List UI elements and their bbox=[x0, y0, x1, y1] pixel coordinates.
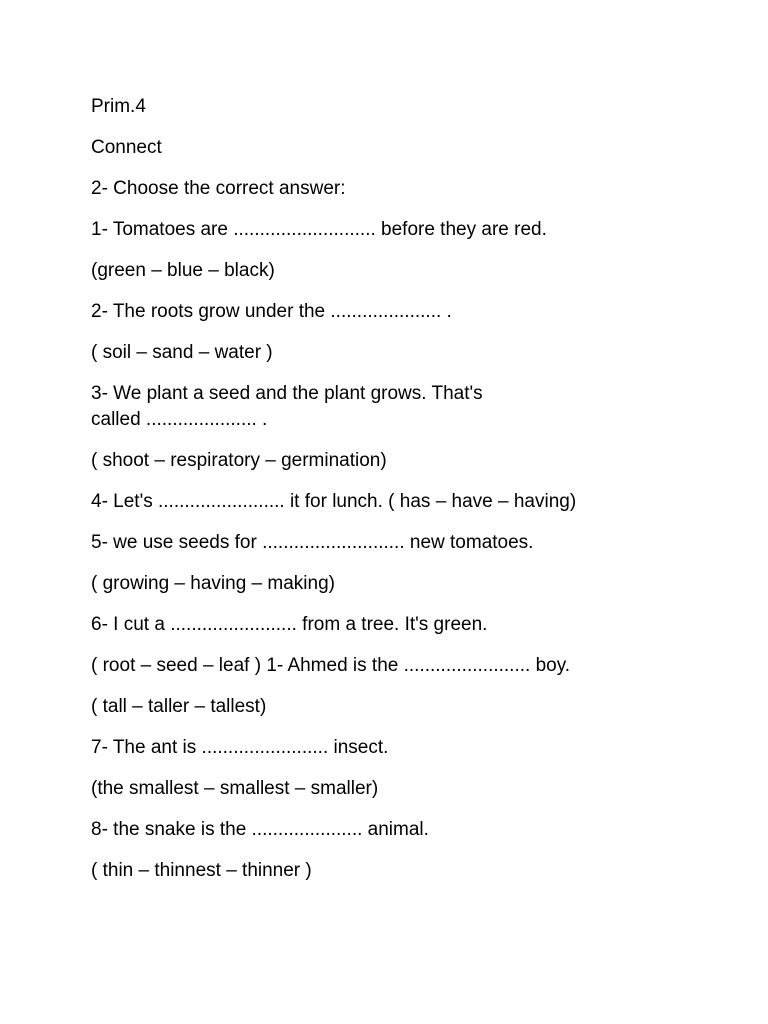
options-5: ( growing – having – making) bbox=[91, 573, 335, 594]
options-2: ( soil – sand – water ) bbox=[91, 342, 273, 363]
question-3-line-2: called ..................... . bbox=[91, 409, 268, 430]
question-7: 7- The ant is ........................ insect. bbox=[91, 737, 389, 758]
worksheet-text bbox=[91, 94, 711, 899]
question-5: 5- we use seeds for ........................... new tomatoes. bbox=[91, 532, 534, 553]
options-1: (green – blue – black) bbox=[91, 260, 275, 281]
options-8: ( thin – thinnest – thinner ) bbox=[91, 860, 312, 881]
question-1: 1- Tomatoes are ........................... before they are red. bbox=[91, 219, 547, 240]
options-6: ( root – seed – leaf ) 1- Ahmed is the ........................ boy. bbox=[91, 655, 571, 676]
question-6: 6- I cut a ........................ from a tree. It's green. bbox=[91, 614, 488, 635]
options-7: (the smallest – smallest – smaller) bbox=[91, 778, 379, 799]
grade-label: Prim.4 bbox=[91, 96, 146, 117]
question-4: 4- Let's ........................ it for lunch. ( has – have – having) bbox=[91, 491, 577, 512]
question-8: 8- the snake is the ..................... animal. bbox=[91, 819, 429, 840]
options-3: ( shoot – respiratory – germination) bbox=[91, 450, 387, 471]
section-title: Connect bbox=[91, 137, 162, 158]
instruction: 2- Choose the correct answer: bbox=[91, 178, 346, 199]
question-3-line-1: 3- We plant a seed and the plant grows. That's bbox=[91, 383, 483, 404]
options-extra: ( tall – taller – tallest) bbox=[91, 696, 267, 717]
question-2: 2- The roots grow under the ..................... . bbox=[91, 301, 452, 322]
